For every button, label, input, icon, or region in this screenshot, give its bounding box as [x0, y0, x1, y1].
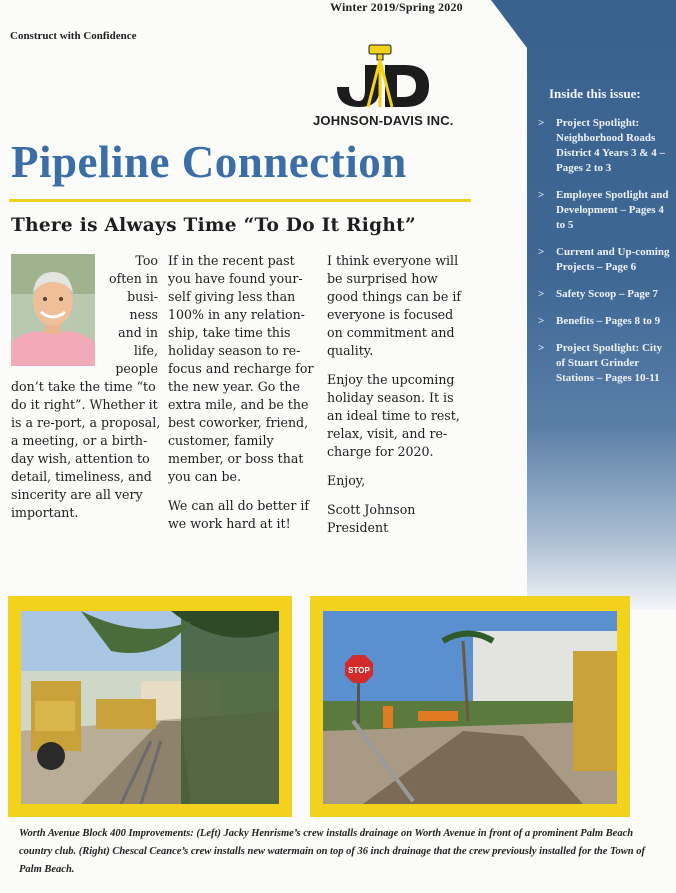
sidebar-title: Inside this issue: — [549, 86, 641, 101]
signature-title: President — [327, 520, 389, 535]
tagline: Construct with Confidence — [10, 30, 137, 42]
toc-item-label: Benefits – Pages 8 to 9 — [556, 315, 661, 327]
arrow-icon: > — [538, 246, 545, 258]
toc-item — [538, 314, 673, 329]
president-portrait-photo — [11, 254, 95, 366]
toc-item-label: Project Spotlight: Neighborhood Roads District 4 Years 3 & 4 – Pages 2 to 3 — [556, 117, 665, 174]
article-column-3 — [327, 252, 472, 537]
title-rule — [9, 199, 471, 202]
company-logo — [335, 43, 431, 109]
arrow-icon: > — [538, 117, 545, 129]
paragraph: We can all do better if we work hard at it! — [168, 498, 310, 531]
toc-item — [538, 116, 673, 176]
article-column-1-wrap — [98, 252, 158, 378]
issue-contents-list — [538, 116, 673, 398]
toc-item-label: Current and Up-coming Projects – Page 6 — [556, 246, 670, 273]
stop-sign-text: STOP — [348, 666, 370, 675]
photo-caption: Worth Avenue Block 400 Improvements: (Left) Jacky Henrisme’s crew installs drainage on Worth Avenue in front of a prominent Palm Beach country club. (Right) Chescal Ceance’s crew installs new watermain on top of 36 inch drainage that the crew previously installed for the Town of Palm Beach. — [19, 828, 645, 875]
arrow-icon: > — [538, 189, 545, 201]
toc-item — [538, 341, 673, 386]
toc-item-label: Project Spotlight: City of Stuart Grinder Stations – Pages 10-11 — [556, 342, 663, 384]
article-column-2 — [168, 252, 316, 533]
construction-photo-left — [21, 611, 279, 804]
signature-name: Scott Johnson — [327, 502, 416, 517]
paragraph: I think everyone will be surprised how good things can be if everyone is focused on commitment and quality. — [327, 253, 462, 358]
wrap-line: often in — [108, 271, 158, 286]
newsletter-title: Pipeline Connection — [11, 137, 407, 187]
arrow-icon: > — [538, 342, 545, 354]
toc-item-label: Safety Scoop – Page 7 — [556, 288, 659, 300]
wrap-line: ness — [129, 307, 158, 322]
article-title: There is Always Time “To Do It Right” — [11, 215, 416, 236]
toc-item — [538, 287, 673, 302]
paragraph: If in the recent past you have found your-self giving less than 100% in any relation-ship, take time this holiday season to re-focus and recharge for the new year. Go the extra mile, and be the best coworker, friend, customer, family member, or boss that you can be. — [168, 253, 314, 484]
photo-frame-left — [8, 596, 292, 817]
wrap-line: and in — [118, 325, 158, 340]
construction-photo-right — [323, 611, 617, 804]
photo-frame-right — [310, 596, 630, 817]
wrap-line: Too — [135, 253, 158, 268]
paragraph: Enjoy the upcoming holiday season. It is an ideal time to rest, relax, visit, and re-charge for 2020. — [327, 372, 460, 459]
wrap-line: people — [115, 361, 158, 376]
arrow-icon: > — [538, 288, 545, 300]
sidebar-top-band — [491, 0, 676, 48]
company-name: JOHNSON-DAVIS INC. — [313, 113, 454, 128]
wrap-line: life, — [133, 343, 158, 358]
article-column-1-text: don’t take the time “to do it right”. Whether it is a re-port, a proposal, a meeting, or a birth-day wish, attention to detail, timeliness, and sincerity are all very important. — [11, 379, 161, 520]
issue-date: Winter 2019/Spring 2020 — [330, 0, 463, 14]
wrap-line: busi- — [127, 289, 158, 304]
arrow-icon: > — [538, 315, 545, 327]
closing: Enjoy, — [327, 473, 366, 488]
toc-item — [538, 188, 673, 233]
toc-item-label: Employee Spotlight and Development – Pages 4 to 5 — [556, 189, 669, 231]
toc-item — [538, 245, 673, 275]
